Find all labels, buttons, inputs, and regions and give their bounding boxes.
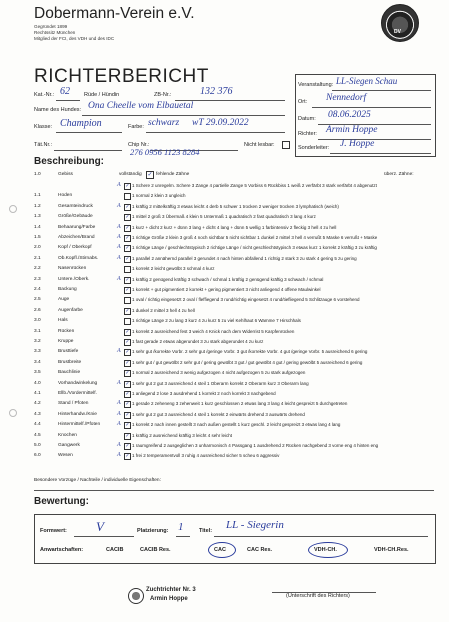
row-checkbox[interactable]: ✓ <box>125 391 130 397</box>
row-options[interactable]: 1 Schere 2 unregelm. Schere 3 Zange 4 partielle Zange 5 Vorbiss 6 Rückbiss 1 weiß 2 verfärbt 3 stark verfärbt 4 abgenutzt <box>132 183 377 188</box>
row-name: Wesen <box>58 453 73 459</box>
row-options[interactable]: 1 frei 2 temperamentvoll 3 ruhig 4 ausreichend sicher 5 scheu 6 aggressiv <box>132 453 280 459</box>
desc-row <box>34 296 434 305</box>
row-number: 4.2 <box>34 401 41 407</box>
row-name: Untere./Oberk. <box>58 276 90 282</box>
row-checkbox[interactable]: ✓ <box>125 287 130 293</box>
row-number: 2.1 <box>34 255 41 261</box>
desc-row <box>34 452 434 461</box>
row-name: Hintermittelf./Pfoten <box>58 422 101 428</box>
desc-row <box>34 359 434 368</box>
desc-row <box>34 348 434 357</box>
row-mark: A <box>117 223 121 230</box>
kat-value[interactable]: 62 <box>60 86 70 97</box>
titel-value[interactable]: LL - Siegerin <box>226 519 284 531</box>
row-mark: A <box>117 421 121 428</box>
datum-label: Datum: <box>298 116 316 122</box>
desc-row <box>34 338 434 347</box>
desc-row <box>34 369 434 378</box>
row-checkbox[interactable]: ✓ <box>125 235 130 241</box>
row-name: Hals <box>58 318 68 324</box>
anw-cacib-res[interactable]: CACIB Res. <box>140 547 171 553</box>
row-checkbox[interactable]: ✓ <box>125 453 130 460</box>
row-number: 1.2 <box>34 203 41 209</box>
row-checkbox[interactable]: ✓ <box>125 401 130 408</box>
row-checkbox[interactable] <box>124 318 131 325</box>
zb-value[interactable]: 132 376 <box>200 86 233 97</box>
desc-row <box>34 213 434 222</box>
desc-row <box>34 328 434 337</box>
row-name: Bauchlinie <box>58 370 81 376</box>
row-name: Vorhandwinkelung <box>58 380 98 386</box>
row-options[interactable]: 1 korrekt 2 ausreichend fest 3 weich 4 Knick nach dem Widerrist 5 Karpfenrücken <box>132 328 295 334</box>
row-number: 2.4 <box>34 287 41 292</box>
row-options[interactable]: 1 parallel 2 annähernd parallel 3 gerundet 4 nach hinten abfallend 1 richtig 2 stark 3 zu stark 4 gering 5 zu gering <box>132 255 357 261</box>
row-number: 3.1 <box>34 328 41 334</box>
name-value[interactable]: Ona Cheelle vom Elbauetal <box>88 101 194 111</box>
row-options[interactable]: 1 korrekt + gut pigmentiert 2 korrekt + gering pigmentiert 3 nicht anliegend 4 offene Maulwinkel <box>132 287 321 292</box>
org-sub-2: Rechtssitz München <box>34 30 76 35</box>
row-mark: A <box>117 234 121 240</box>
page-title: RICHTERBERICHT <box>34 66 209 87</box>
judge-title: Zuchtrichter Nr. 3 <box>146 587 196 593</box>
sonder-label: Sonderleiter: <box>298 145 330 151</box>
desc-row <box>34 307 434 316</box>
club-logo: DV <box>381 4 419 42</box>
row-name: Rücken <box>58 328 75 334</box>
row-checkbox[interactable]: ✓ <box>125 370 130 377</box>
desc-row <box>34 390 434 399</box>
row-mark: A <box>117 182 121 188</box>
desc-row <box>34 421 434 430</box>
desc-row <box>34 224 434 233</box>
row-name: Hoden <box>58 193 73 199</box>
row-name: Kruppe <box>58 339 74 344</box>
row-checkbox[interactable]: ✓ <box>125 349 130 356</box>
judge-name: Armin Hoppe <box>150 596 188 602</box>
formwert-value[interactable]: V <box>96 519 104 534</box>
row-checkbox[interactable]: ✓ <box>125 359 130 366</box>
row-name: Größe/Gebäude <box>58 214 93 220</box>
beschreibung-heading: Beschreibung: <box>34 156 105 167</box>
row-options[interactable]: 1 richtige Länge / geschlechtstypisch 2 richtige Länge / nicht geschlechtstypisch 3 etwas kurz 1 korrekt 2 kräftig 3 zu kräftig <box>132 245 377 251</box>
desc-row <box>34 286 434 295</box>
row-name: Augenfarbe <box>58 307 83 313</box>
anw-cac-res[interactable]: CAC Res. <box>247 547 273 553</box>
veranstaltung-value[interactable]: LL-Siegen Schau <box>336 76 398 86</box>
kat-label: Kat.-Nr.: <box>34 92 55 98</box>
color-label: Farbe: <box>128 124 144 130</box>
row-options[interactable]: 1 kräftig 2 mittelkräftig 3 etwas leicht 4 derb 5 schwer 1 trocken 2 weniger trocken 3 lymphatisch (weich) <box>132 203 339 209</box>
row-options[interactable]: 1 fast gerade 2 etwas abgerundet 3 zu stark abgerundet 4 zu kurz <box>132 339 264 344</box>
row-checkbox[interactable]: ✓ <box>125 339 130 345</box>
row-name: Backung <box>58 287 77 292</box>
desc-row <box>34 182 434 191</box>
richter-value[interactable]: Armin Hoppe <box>326 125 378 135</box>
sex-label: Rüde / Hündin <box>84 92 120 98</box>
row-number: 3.0 <box>34 318 41 324</box>
row-options[interactable]: 1 korrekt 2 leicht gewölbt 3 schmal 4 kurz <box>132 266 215 272</box>
org-sub-3: Mitglied der FCI, des VDH und des IDC <box>34 36 115 41</box>
row-name: Kopf / Oberkopf <box>58 245 92 251</box>
row-number: 3.5 <box>34 370 41 376</box>
zb-label: ZB-Nr.: <box>154 92 172 98</box>
desc-row <box>34 203 434 212</box>
row-options[interactable]: 1 oval / richtig eingesetzt 2 oval / fleffiegend 3 rund/richtig eingesetzt 4 rund/tiefliegend 5 Schlitzauge 6 vorstehend <box>132 297 360 303</box>
platz-value[interactable]: 1 <box>178 521 184 533</box>
color-value[interactable]: schwarz <box>148 118 180 128</box>
desc-row <box>34 411 434 420</box>
row-name: Behaarung/Farbe <box>58 224 96 230</box>
row-mark: A <box>117 348 121 355</box>
chip-label: Chip Nr.: <box>128 142 150 148</box>
bewertung-heading: Bewertung: <box>34 496 89 507</box>
row-options[interactable]: 1 sehr gut /korrekte Vorbr. 2 sehr gut /geringe Vorbr. 3 gut /korrekte Vorbr. 4 gut /geringe Vorbr. 5 ausreichend 6 gering <box>132 349 368 355</box>
row-number: 4.1 <box>34 391 41 396</box>
row-mark: A <box>117 400 121 407</box>
row-mark: A <box>117 202 121 209</box>
row-mark: A <box>117 275 121 282</box>
row-number: 4.3 <box>34 411 41 417</box>
row-number: 5.0 <box>34 443 41 448</box>
veranstaltung-label: Veranstaltung: <box>298 82 334 88</box>
desc-row <box>34 432 434 441</box>
row-checkbox[interactable]: ✓ <box>125 276 130 283</box>
row-name: Ob.Kopfl./Stirnabs. <box>58 255 99 261</box>
birth-date[interactable]: wT 29.09.2022 <box>192 118 249 128</box>
row-mark: A <box>117 254 121 261</box>
besondere-label: Besondere Vorzüge / Nachteile / individuelle Eigenschaften: <box>34 478 161 483</box>
anw-cac-circle <box>208 542 236 558</box>
row-checkbox[interactable]: ✓ <box>125 422 130 429</box>
desc-row <box>34 234 434 243</box>
platz-label: Platzierung: <box>137 528 169 534</box>
row-name: Stand / Pfoten <box>58 401 89 407</box>
desc-row <box>34 380 434 389</box>
row-checkbox[interactable] <box>124 297 131 304</box>
org-sub-1: Gegründet 1899 <box>34 24 68 29</box>
desc-row <box>34 400 434 409</box>
row-checkbox[interactable]: ✓ <box>125 183 130 189</box>
row-name: Ellb./Vordermittelf. <box>58 391 97 396</box>
sonder-value[interactable]: J. Hoppe <box>340 139 375 149</box>
row-options[interactable]: 1 normal 2 ausreichend 3 wenig aufgezogen 4 nicht aufgezogen 5 zu stark aufgezogen <box>132 370 306 376</box>
row-checkbox[interactable]: ✓ <box>125 411 130 418</box>
row-options[interactable]: 1 korrekt 2 nach innen gestellt 3 nach außen gestellt 1 kurz geschl. 2 leicht gespreizt 3 etwas lang 4 lang <box>132 422 341 428</box>
row-name: Gangwerk <box>58 443 80 448</box>
row-name: Auge <box>58 297 70 303</box>
desc-row <box>34 255 434 264</box>
ort-value[interactable]: Nennedorf <box>326 93 367 103</box>
anw-cac[interactable]: CAC <box>214 547 226 553</box>
row-number: 3.2 <box>34 339 41 344</box>
row-number: 4.5 <box>34 432 41 438</box>
row-name: Gesamteindruck <box>58 203 93 209</box>
row-checkbox[interactable]: ✓ <box>125 245 130 252</box>
row-options[interactable]: 1 normal 2 klein 3 ungleich <box>132 193 186 199</box>
desc-row <box>34 192 434 201</box>
row-options[interactable]: 1 mittel 2 groß 3 Übermaß 4 klein 5 Untermaß 1 quadratisch 2 fast quadratisch 3 lang 4 kurz <box>132 214 316 220</box>
richter-label: Richter: <box>298 131 317 137</box>
row-checkbox[interactable]: ✓ <box>125 224 130 231</box>
chip-unreadable-checkbox[interactable] <box>282 141 290 149</box>
row-name: Nasenrücken <box>58 266 87 272</box>
row-number: 1.5 <box>34 235 41 240</box>
tat-label: Tät.Nr.: <box>34 142 53 148</box>
row-options[interactable]: 1 raumgreifend 2 ausgeglichen 3 unharmonisch 4 Passgang 1 ausdrehend 2 Rücken nachgebend 3 vorne eng 4 hinten eng <box>132 443 379 448</box>
row-number: 3.3 <box>34 349 41 355</box>
row-options[interactable]: 1 richtige Länge 2 zu lang 3 kurz 4 zu kurz 5 zu viel Kehlhaut 6 Wamme 7 Hirschhals <box>132 318 301 324</box>
anw-vdh-ch[interactable]: VDH-CH. <box>314 547 337 553</box>
class-value[interactable]: Champion <box>60 118 102 129</box>
row-checkbox[interactable] <box>124 193 131 200</box>
name-label: Name des Hundes: <box>34 107 82 113</box>
row-name: Knochen <box>58 432 77 438</box>
row-number: 3.4 <box>34 359 41 365</box>
desc-row <box>34 276 434 285</box>
row-checkbox[interactable]: ✓ <box>125 203 130 210</box>
row-mark: A <box>117 442 121 448</box>
desc-row <box>34 244 434 253</box>
ort-label: Ort: <box>298 99 308 105</box>
row-checkbox[interactable]: ✓ <box>125 214 130 221</box>
judge-seal <box>128 588 144 604</box>
desc-row <box>34 265 434 274</box>
row-number: 1.3 <box>34 214 41 220</box>
anw-vdh-ch-res[interactable]: VDH-CH.Res. <box>374 547 409 553</box>
org-title: Dobermann-Verein e.V. <box>34 5 195 22</box>
row-number: 4.4 <box>34 422 41 428</box>
row-checkbox[interactable]: ✓ <box>125 307 130 314</box>
row-number: 4.0 <box>34 380 41 386</box>
signature-label: (Unterschrift des Richters) <box>286 593 350 599</box>
row-checkbox[interactable]: ✓ <box>125 380 130 387</box>
punch-hole <box>9 409 17 417</box>
row-options[interactable]: 1 dunkel 2 mittel 3 hell 4 zu hell <box>132 307 195 313</box>
titel-label: Titel: <box>199 528 213 534</box>
anw-vdh-circle <box>308 542 348 558</box>
anw-cacib[interactable]: CACIB <box>106 547 124 553</box>
teeth-complete-checkbox[interactable]: ✓ <box>147 172 153 178</box>
row-mark: A <box>117 452 121 459</box>
punch-hole <box>9 205 17 213</box>
row-number: 6.0 <box>34 453 41 459</box>
row-number: 1.1 <box>34 193 41 199</box>
row-mark: A <box>117 244 121 251</box>
row-name: Brustbreite <box>58 359 82 365</box>
class-label: Klasse: <box>34 124 53 130</box>
desc-row <box>34 317 434 326</box>
row-options[interactable]: 1 sehr gut 2 gut 3 ausreichend 4 steil 1 Oberarm korrekt 2 Oberarm kurz 3 Oberarm lang <box>132 380 309 386</box>
row-name: Hinterhandw./Knie <box>58 411 97 417</box>
row-number: 2.5 <box>34 297 41 303</box>
row-options[interactable]: 1 anliegend 2 lose 3 ausdrehend 1 korrekt 2 noch korrekt 3 nachgebend <box>132 391 276 396</box>
row-options[interactable]: 1 sehr gut 2 gut 3 ausreichend 4 steil 1 korrekt 2 einwärts drehend 3 auswärts drehend <box>132 411 305 417</box>
row-number: 2.2 <box>34 266 41 272</box>
formwert-label: Formwert: <box>40 528 67 534</box>
row-options[interactable]: 1 sehr gut / gut gewölbt 2 sehr gut / gering gewölbt 3 gut / gut gewölbt 4 gut / gering gewölbt 5 ausreichend 6 gering <box>132 359 363 365</box>
chip-value[interactable]: 276 0956 1123 8284 <box>130 147 200 157</box>
row-checkbox[interactable]: ✓ <box>125 443 130 449</box>
desc-row <box>34 442 434 451</box>
row-number: 2.0 <box>34 245 41 251</box>
row-checkbox[interactable]: ✓ <box>125 328 130 335</box>
row-name: Abzeichen/Brand <box>58 235 95 240</box>
row-number: 2.6 <box>34 307 41 313</box>
row-options[interactable]: 1 kräftig 2 ausreichend kräftig 3 leicht 4 sehr leicht <box>132 432 233 438</box>
teeth-row: 1.0 Gebiss vollständig ✓ fehlende Zähne überz. Zähne: <box>34 172 414 178</box>
row-number: 2.3 <box>34 276 41 282</box>
row-mark: A <box>117 379 121 386</box>
anw-label: Anwartschaften: <box>40 547 84 553</box>
row-checkbox[interactable] <box>124 266 131 273</box>
chip-unreadable-label: Nicht lesbar: <box>244 142 275 148</box>
row-name: Brusttiefe <box>58 349 79 355</box>
datum-value[interactable]: 08.06.2025 <box>328 110 371 120</box>
row-checkbox[interactable]: ✓ <box>125 432 130 439</box>
row-options[interactable]: 1 richtige Größe 2 klein 3 groß 4 noch sichtbar 5 nicht sichtbar 1 dunkel 2 mittel 3 hell 4 verrußt 5 Maske 6 verrußt + Maske <box>132 235 378 240</box>
row-options[interactable]: 1 kräftig 2 genügend kräftig 3 schwach / schmal 1 kräftig 2 genügend kräftig 3 schwach / schmal <box>132 276 324 282</box>
row-checkbox[interactable]: ✓ <box>125 255 130 262</box>
row-options[interactable]: 1 kurz + dicht 2 kurz + dünn 3 lang + dicht 4 lang + dünn 5 wellig 1 farbintensiv 2 fleckig 3 hell 4 zu hell <box>132 224 337 230</box>
row-mark: A <box>117 410 121 417</box>
row-number: 1.4 <box>34 224 41 230</box>
row-options[interactable]: 1 gerade 2 zeheneng 3 zehenweit 1 kurz geschlossen 2 etwas lang 3 lang 4 leicht gespreizt 5 durchgetreten <box>132 401 348 407</box>
